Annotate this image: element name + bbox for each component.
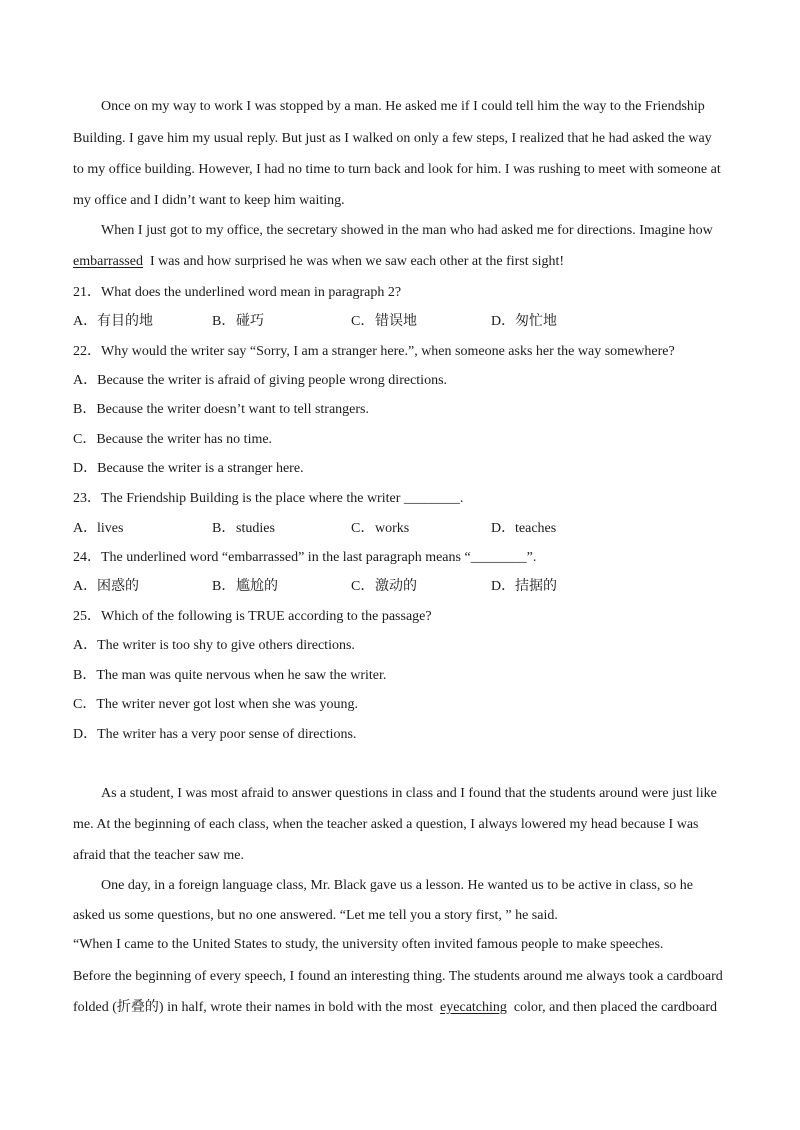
option-label: B． bbox=[212, 579, 236, 594]
option-a[interactable] bbox=[73, 312, 153, 332]
option-label: A． bbox=[73, 579, 98, 594]
option-text: 激动的 bbox=[375, 579, 417, 594]
option-text: 尴尬的 bbox=[236, 579, 278, 594]
option-a[interactable] bbox=[73, 519, 123, 539]
passage2-line: asked us some questions, but no one answered. “Let me tell you a story first, ” he said. bbox=[73, 908, 558, 923]
passage1-line: to my office building. However, I had no time to turn back and look for him. I was rushing to meet with someone at bbox=[73, 162, 721, 177]
option-text: 匆忙地 bbox=[515, 314, 557, 329]
option-text: 拮据的 bbox=[515, 579, 557, 594]
option-label: A． bbox=[73, 314, 98, 329]
question-stem: 21．What does the underlined word mean in paragraph 2? bbox=[73, 285, 402, 300]
option-label: A． bbox=[73, 521, 98, 536]
option-b[interactable] bbox=[212, 577, 278, 597]
question-stem: 24．The underlined word “embarrassed” in the last paragraph means “________”. bbox=[73, 550, 537, 565]
option-d[interactable] bbox=[491, 519, 556, 539]
option-label: C． bbox=[73, 432, 97, 447]
option-text: works bbox=[375, 521, 410, 536]
option-c[interactable] bbox=[351, 577, 417, 597]
option-a[interactable] bbox=[73, 371, 733, 391]
passage1-line: Once on my way to work I was stopped by a man. He asked me if I could tell him the way to the Friendship bbox=[101, 99, 705, 114]
passage2-line: Before the beginning of every speech, I found an interesting thing. The students around me always took a cardboard bbox=[73, 969, 723, 984]
option-d[interactable] bbox=[491, 312, 557, 332]
option-label: B． bbox=[212, 314, 236, 329]
option-text: The writer is too shy to give others directions. bbox=[97, 638, 355, 653]
passage2-line: As a student, I was most afraid to answer questions in class and I found that the students around were just like bbox=[101, 786, 717, 801]
option-d[interactable] bbox=[73, 459, 733, 479]
option-label: C． bbox=[351, 521, 375, 536]
option-d[interactable] bbox=[73, 725, 733, 745]
underlined-word: eyecatching bbox=[440, 1000, 507, 1015]
option-d[interactable] bbox=[491, 577, 557, 597]
option-label: B． bbox=[212, 521, 236, 536]
option-text: The writer has a very poor sense of directions. bbox=[97, 727, 357, 742]
option-b[interactable] bbox=[212, 519, 275, 539]
option-b[interactable] bbox=[212, 312, 264, 332]
option-label: D． bbox=[73, 461, 98, 476]
question-stem: 25．Which of the following is TRUE according to the passage? bbox=[73, 609, 432, 624]
passage2-line: One day, in a foreign language class, Mr. Black gave us a lesson. He wanted us to be active in class, so he bbox=[101, 878, 693, 893]
option-text: 错误地 bbox=[375, 314, 417, 329]
option-text: 有目的地 bbox=[97, 314, 153, 329]
option-label: B． bbox=[73, 402, 97, 417]
passage1-line: When I just got to my office, the secretary showed in the man who had asked me for directions. Imagine how bbox=[101, 223, 713, 238]
question-stem: 23．The Friendship Building is the place where the writer ________. bbox=[73, 491, 464, 506]
underlined-word: embarrassed bbox=[73, 254, 143, 269]
passage1-line bbox=[73, 252, 733, 272]
option-c[interactable] bbox=[351, 312, 417, 332]
option-label: D． bbox=[491, 314, 516, 329]
option-text: Because the writer has no time. bbox=[96, 432, 273, 447]
option-text: teaches bbox=[515, 521, 557, 536]
option-c[interactable] bbox=[73, 430, 733, 450]
option-c[interactable] bbox=[73, 695, 733, 715]
passage1-line: Building. I gave him my usual reply. But just as I walked on only a few steps, I realized that he had asked the way bbox=[73, 131, 712, 146]
option-text: lives bbox=[97, 521, 124, 536]
line-text: color, and then placed the cardboard bbox=[513, 1000, 718, 1015]
option-label: A． bbox=[73, 638, 98, 653]
option-label: B． bbox=[73, 668, 97, 683]
option-text: The writer never got lost when she was young. bbox=[96, 697, 359, 712]
passage2-line: afraid that the teacher saw me. bbox=[73, 848, 245, 863]
question-stem: 22．Why would the writer say “Sorry, I am a stranger here.”, when someone asks her the way somewhere? bbox=[73, 344, 675, 359]
option-c[interactable] bbox=[351, 519, 409, 539]
option-text: Because the writer doesn’t want to tell strangers. bbox=[96, 402, 370, 417]
line-text: folded (折叠的) in half, wrote their names in bold with the most bbox=[73, 1000, 434, 1015]
option-b[interactable] bbox=[73, 666, 733, 686]
option-label: D． bbox=[73, 727, 98, 742]
option-a[interactable] bbox=[73, 636, 733, 656]
option-text: studies bbox=[236, 521, 275, 536]
option-label: C． bbox=[351, 314, 375, 329]
passage2-line: “When I came to the United States to study, the university often invited famous people to make speeches. bbox=[73, 937, 664, 952]
option-label: C． bbox=[73, 697, 97, 712]
option-b[interactable] bbox=[73, 400, 733, 420]
option-text: Because the writer is afraid of giving people wrong directions. bbox=[97, 373, 448, 388]
option-label: A． bbox=[73, 373, 98, 388]
passage2-line bbox=[73, 998, 733, 1018]
line-text: I was and how surprised he was when we saw each other at the first sight! bbox=[149, 254, 565, 269]
option-text: 困惑的 bbox=[97, 579, 139, 594]
option-text: 碰巧 bbox=[236, 314, 264, 329]
option-label: C． bbox=[351, 579, 375, 594]
option-text: Because the writer is a stranger here. bbox=[97, 461, 304, 476]
passage2-line: me. At the beginning of each class, when the teacher asked a question, I always lowered my head because I was bbox=[73, 817, 699, 832]
passage1-line: my office and I didn’t want to keep him waiting. bbox=[73, 193, 345, 208]
option-a[interactable] bbox=[73, 577, 139, 597]
option-label: D． bbox=[491, 521, 516, 536]
option-label: D． bbox=[491, 579, 516, 594]
option-text: The man was quite nervous when he saw the writer. bbox=[96, 668, 387, 683]
